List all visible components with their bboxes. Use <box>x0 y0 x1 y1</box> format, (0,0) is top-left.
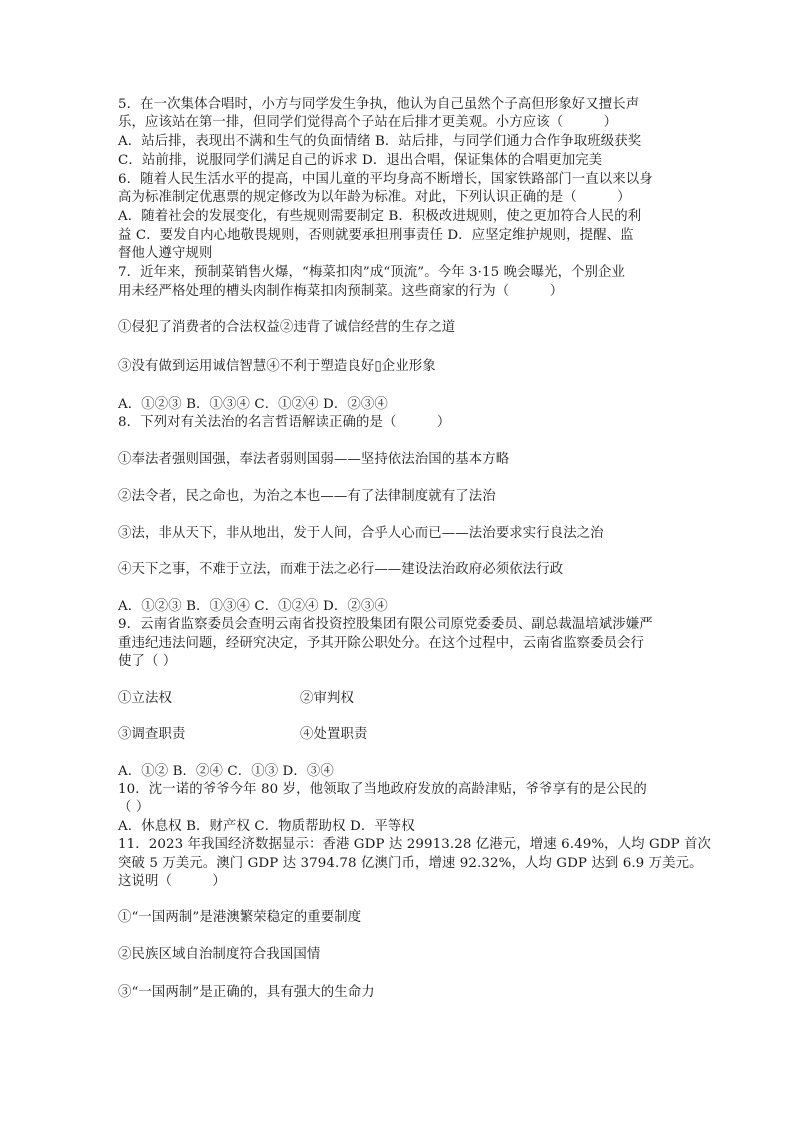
q11-stem-line-1: 11．2023 年我国经济数据显示：香港 GDP 达 29913.28 亿港元，增速 6.49%，人均 GDP 首次 <box>118 837 712 852</box>
q7-options: A．①②③ B．①③④ C．①②④ D．②③④ <box>118 397 388 412</box>
q8-statement-1: ①奉法者强则国强，奉法者弱则国弱——坚持依法治国的基本方略 <box>118 452 510 467</box>
q10-options: A．休息权 B．财产权 C．物质帮助权 D．平等权 <box>118 819 415 834</box>
q9-stem-line-2: 重违纪违法问题，经研究决定，予其开除公职处分。在这个过程中，云南省监察委员会行 <box>118 636 645 651</box>
q7-stem-line-1: 7．近年来，预制菜销售火爆，“梅菜扣肉”成“顶流”。今年 3·15 晚会曝光，个别企业 <box>118 265 626 280</box>
q5-options-line-2: C．站前排，说服同学们满足自己的诉求 D．退出合唱，保证集体的合唱更加完美 <box>118 153 603 168</box>
q8-options: A．①②③ B．①③④ C．①②④ D．②③④ <box>118 599 388 614</box>
q6-options-line-3: 督他人遵守规则 <box>118 246 213 261</box>
q8-statement-4: ④天下之事，不难于立法，而难于法之必行——建设法治政府必须依法行政 <box>118 562 564 577</box>
q8-statement-2: ②法令者，民之命也，为治之本也——有了法律制度就有了法治 <box>118 489 496 504</box>
q6-stem-line-2: 高为标准制定优惠票的规定修改为以年龄为标准。对此，下列认识正确的是（ ） <box>118 190 631 205</box>
q10-stem-line-1: 10．沈一诺的爷爷今年 80 岁，他领取了当地政府发放的高龄津贴，爷爷享有的是公民的 <box>118 782 647 797</box>
q6-stem-line-1: 6．随着人民生活水平的提高，中国儿童的平均身高不断增长，国家铁路部门一直以来以身 <box>118 172 653 187</box>
q11-stem-line-2: 突破 5 万美元。澳门 GDP 达 3794.78 亿澳门币，增速 92.32%，人均 GDP 达到 6.9 万美元。 <box>118 856 703 871</box>
q7-statement-1-2: ①侵犯了消费者的合法权益②违背了诚信经营的生存之道 <box>118 320 456 335</box>
q9-statement-1: ①立法权 <box>118 691 172 706</box>
q8-stem: 8．下列对有关法治的名言哲语解读正确的是（ ） <box>118 415 451 430</box>
q9-statement-3: ③调查职责 <box>118 727 186 742</box>
q9-statement-2: ②审判权 <box>300 691 354 706</box>
q9-stem-line-1: 9．云南省监察委员会查明云南省投资控股集团有限公司原党委委员、副总裁温培斌涉嫌严 <box>118 617 653 632</box>
q9-stem-line-3: 使了（ ） <box>118 654 177 669</box>
q5-stem-line-2: 乐，应该站在第一排，但同学们觉得高个子站在后排才更美观。小方应该（ ） <box>118 115 618 130</box>
q6-options-line-2: 益 C．要发自内心地敬畏规则，否则就要承担刑事责任 D．应坚定维护规则，提醒、监 <box>118 228 634 243</box>
q7-statement-3-4: ③没有做到运用诚信智慧④不利于塑造良好▯企业形象 <box>118 359 436 374</box>
q5-options-line-1: A．站后排，表现出不满和生气的负面情绪 B．站后排，与同学们通力合作争取班级获奖 <box>118 134 642 149</box>
q11-statement-3: ③“一国两制”是正确的，具有强大的生命力 <box>118 985 375 1000</box>
q8-statement-3: ③法，非从天下，非从地出，发于人间，合乎人心而已——法治要求实行良法之治 <box>118 526 604 541</box>
q11-statement-2: ②民族区域自治制度符合我国国情 <box>118 947 321 962</box>
q11-stem-line-3: 这说明（ ） <box>118 874 226 889</box>
q5-stem-line-1: 5．在一次集体合唱时，小方与同学发生争执，他认为自己虽然个子高但形象好又擅长声 <box>118 97 640 112</box>
q11-statement-1: ①“一国两制”是港澳繁荣稳定的重要制度 <box>118 910 362 925</box>
q9-options: A．①② B．②④ C．①③ D．③④ <box>118 764 334 779</box>
q10-stem-line-2: （ ） <box>118 800 150 815</box>
q7-stem-line-2: 用未经严格处理的槽头肉制作梅菜扣肉预制菜。这些商家的行为（ ） <box>118 284 564 299</box>
q9-statement-4: ④处置职责 <box>300 727 368 742</box>
q6-options-line-1: A．随着社会的发展变化，有些规则需要制定 B．积极改进规则，使之更加符合人民的利 <box>118 209 642 224</box>
